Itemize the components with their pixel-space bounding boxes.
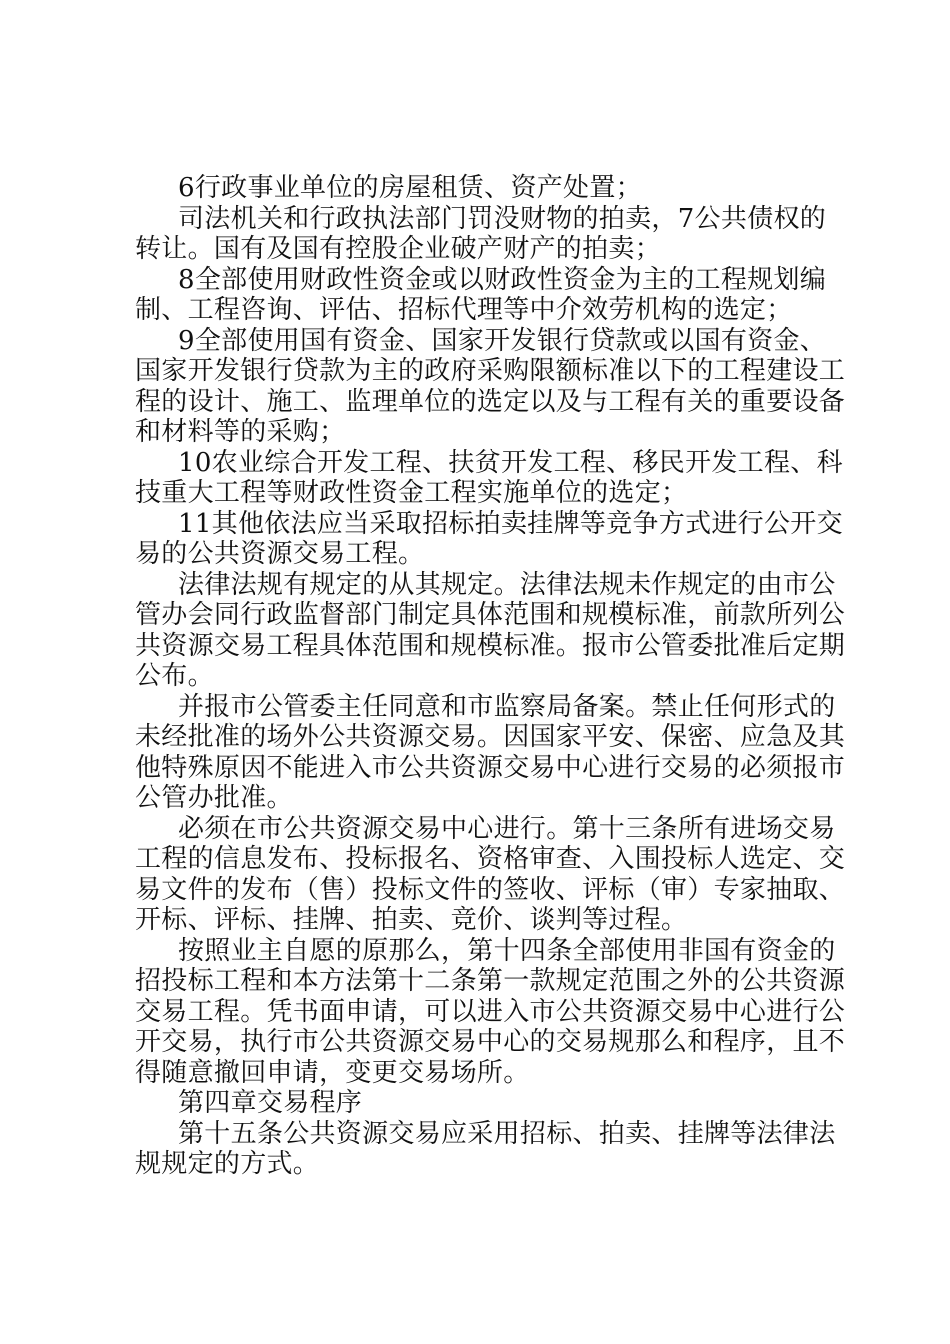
- text-line: 必须在市公共资源交易中心进行。第十三条所有进场交易: [178, 813, 836, 844]
- text-line: 第四章交易程序: [178, 1088, 363, 1118]
- text-line: 规规定的方式。: [135, 1149, 320, 1179]
- text-line: 技重大工程等财政性资金工程实施单位的选定；: [135, 478, 688, 508]
- text-line: 易的公共资源交易工程。: [135, 539, 425, 569]
- text-line: 11其他依法应当采取招标拍卖挂牌等竞争方式进行公开交: [178, 508, 843, 539]
- text-line: 制、工程咨询、评估、招标代理等中介效劳机构的选定；: [135, 295, 793, 325]
- text-line: 9全部使用国有资金、国家开发银行贷款或以国有资金、: [178, 325, 827, 356]
- text-line: 第十五条公共资源交易应采用招标、拍卖、挂牌等法律法: [178, 1118, 836, 1149]
- text-line: 6行政事业单位的房屋租赁、资产处置；: [178, 173, 642, 203]
- text-line: 8全部使用财政性资金或以财政性资金为主的工程规划编: [178, 264, 827, 295]
- text-line: 工程的信息发布、投标报名、资格审查、入围投标人选定、交: [135, 844, 846, 874]
- text-line: 并报市公管委主任同意和市监察局备案。禁止任何形式的: [178, 691, 836, 722]
- text-line: 公管办批准。: [135, 783, 293, 813]
- text-line: 管办会同行政监督部门制定具体范围和规模标准，前款所列公: [135, 600, 846, 630]
- text-line: 共资源交易工程具体范围和规模标准。报市公管委批准后定期: [135, 630, 846, 661]
- text-line: 和材料等的采购；: [135, 417, 346, 447]
- text-line: 未经批准的场外公共资源交易。因国家平安、保密、应急及其: [135, 722, 846, 752]
- text-line: 他特殊原因不能进入市公共资源交易中心进行交易的必须报市: [135, 752, 846, 783]
- text-line: 10农业综合开发工程、扶贫开发工程、移民开发工程、科: [178, 447, 843, 478]
- text-line: 得随意撤回申请，变更交易场所。: [135, 1057, 530, 1088]
- text-line: 程的设计、施工、监理单位的选定以及与工程有关的重要设备: [135, 386, 846, 417]
- text-line: 国家开发银行贷款为主的政府采购限额标准以下的工程建设工: [135, 356, 846, 386]
- text-line: 招投标工程和本方法第十二条第一款规定范围之外的公共资源: [135, 966, 846, 996]
- text-line: 法律法规有规定的从其规定。法律法规未作规定的由市公: [178, 569, 836, 600]
- document-body: [135, 173, 846, 1180]
- text-line: 转让。国有及国有控股企业破产财产的拍卖；: [135, 234, 662, 264]
- text-line: 公布。: [135, 661, 214, 691]
- text-line: 按照业主自愿的原那么，第十四条全部使用非国有资金的: [178, 935, 836, 966]
- text-line: 开标、评标、挂牌、拍卖、竞价、谈判等过程。: [135, 905, 688, 935]
- text-line: 易文件的发布（售）投标文件的签收、评标（审）专家抽取、: [135, 874, 846, 905]
- text-line: 开交易，执行市公共资源交易中心的交易规那么和程序，且不: [135, 1027, 846, 1057]
- text-line: 司法机关和行政执法部门罚没财物的拍卖，7公共债权的: [178, 203, 827, 234]
- text-line: 交易工程。凭书面申请，可以进入市公共资源交易中心进行公: [135, 996, 846, 1027]
